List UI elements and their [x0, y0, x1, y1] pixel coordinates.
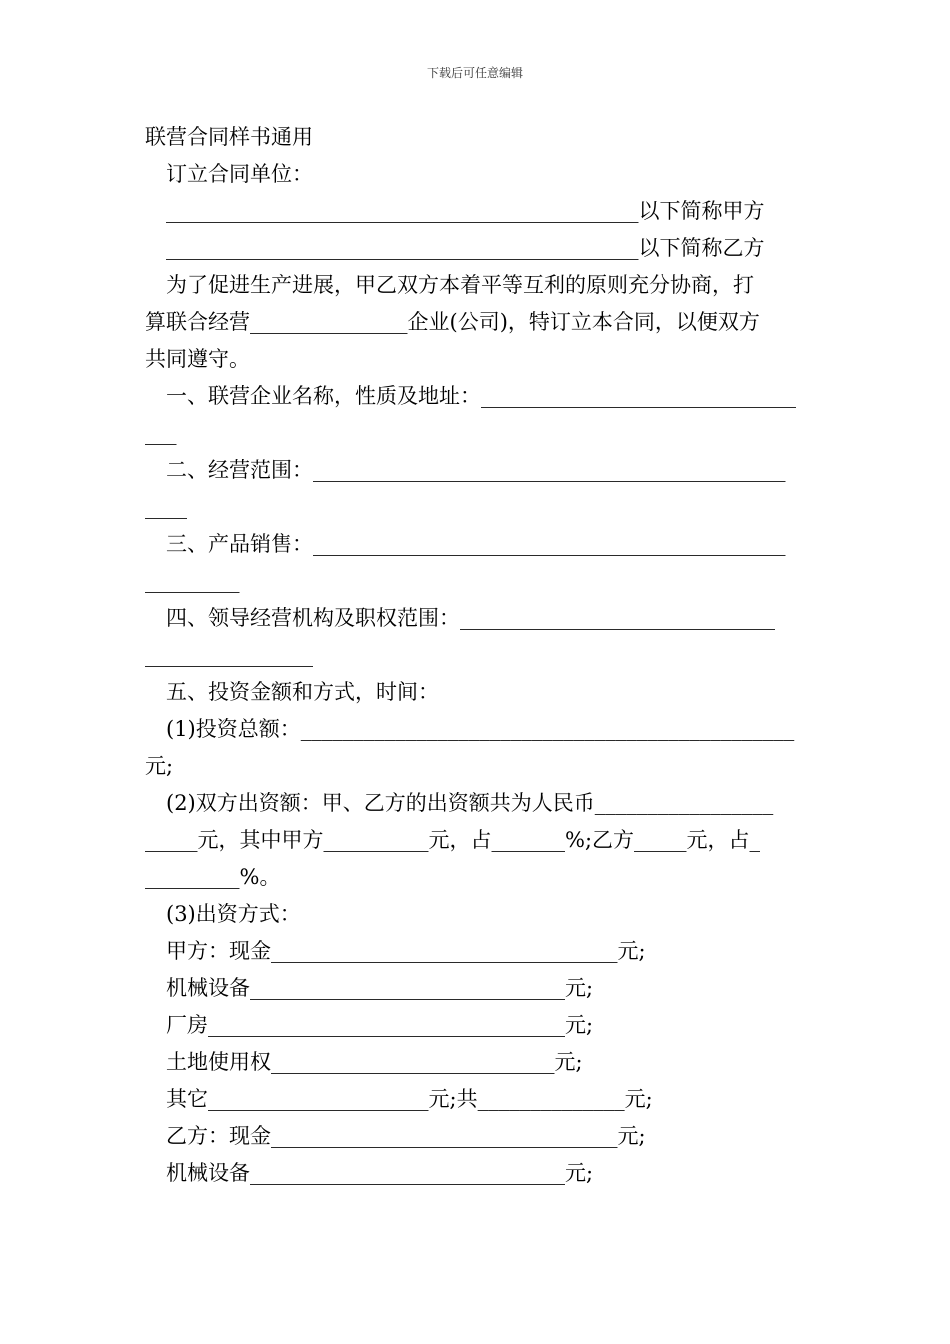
text-line: _____元，其中甲方__________元，占_______%;乙方_____元，占_ — [145, 828, 761, 852]
text-line: 订立合同单位： — [166, 162, 313, 186]
text-line: 机械设备______________________________元; — [166, 1161, 594, 1185]
text-line: 其它_____________________元;共______________元; — [166, 1087, 653, 1111]
text-line: (1)投资总额：_______________________________________________ — [166, 717, 795, 741]
text-line: _____________________________________________以下简称乙方 — [166, 236, 765, 260]
text-line: 土地使用权___________________________元; — [166, 1050, 583, 1074]
text-line: (3)出资方式： — [166, 902, 301, 926]
text-line: ____ — [145, 495, 187, 519]
text-line: 二、经营范围：_____________________________________________ — [166, 458, 786, 482]
text-line: 乙方：现金_________________________________元; — [166, 1124, 646, 1148]
text-line: 三、产品销售：_____________________________________________ — [166, 532, 786, 556]
text-line: _________%。 — [145, 865, 281, 889]
text-line: 厂房__________________________________元; — [166, 1013, 594, 1037]
document-title: 联营合同样书通用 — [145, 125, 313, 149]
text-line: _________ — [145, 569, 240, 593]
text-line: 共同遵守。 — [145, 347, 250, 371]
text-line: 机械设备______________________________元; — [166, 976, 594, 1000]
text-line: 算联合经营_______________企业(公司)，特订立本合同，以便双方 — [145, 310, 760, 334]
text-line: 甲方：现金_________________________________元; — [166, 939, 646, 963]
text-line: 四、领导经营机构及职权范围：______________________________ — [166, 606, 775, 630]
text-line: _____________________________________________以下简称甲方 — [166, 199, 765, 223]
text-line: 为了促进生产进展，甲乙双方本着平等互利的原则充分协商，打 — [166, 273, 754, 297]
text-line: (2)双方出资额：甲、乙方的出资额共为人民币_________________ — [166, 791, 774, 815]
text-line: 元; — [145, 754, 174, 778]
text-line: 五、投资金额和方式，时间： — [166, 680, 439, 704]
text-line: 一、联营企业名称，性质及地址：______________________________ — [166, 384, 796, 408]
page-header: 下载后可任意编辑 — [426, 66, 523, 80]
text-line: ________________ — [145, 643, 313, 667]
text-line: ___ — [145, 421, 177, 445]
